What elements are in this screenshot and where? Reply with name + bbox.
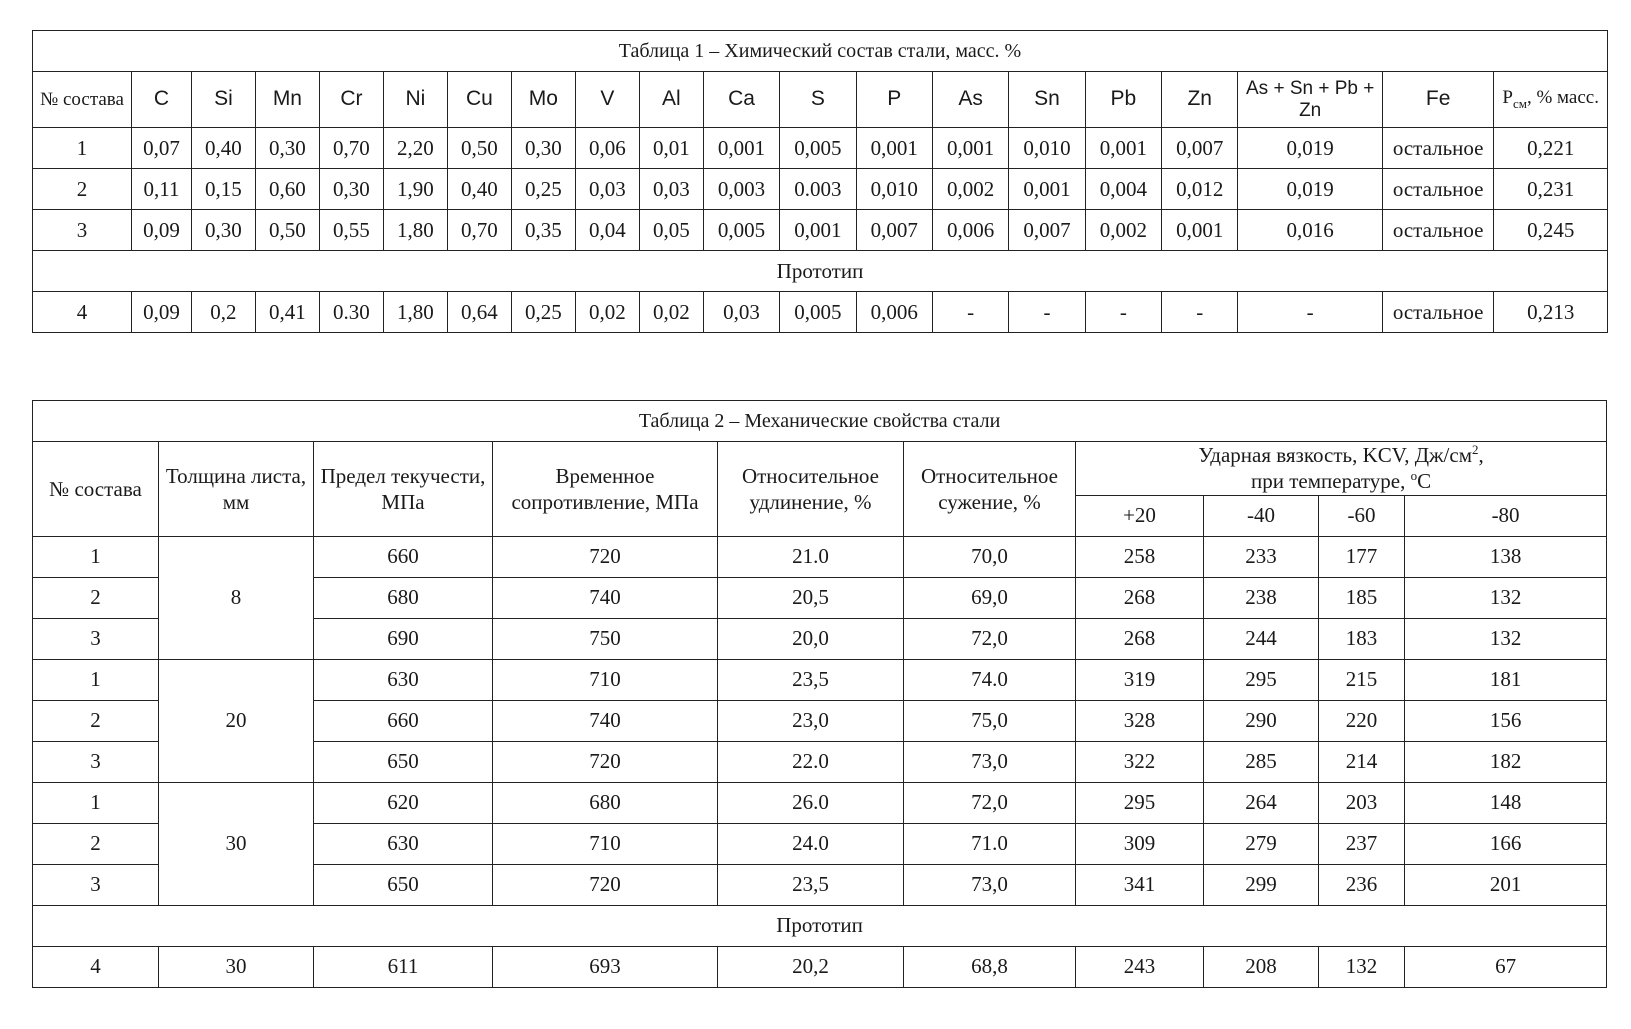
table2-cell: 203 bbox=[1319, 782, 1405, 823]
table2-cell: 67 bbox=[1405, 946, 1607, 987]
table2-cell: 220 bbox=[1319, 700, 1405, 741]
table1-cell: 1 bbox=[33, 128, 132, 169]
table1-cell: 0,002 bbox=[932, 169, 1008, 210]
table1-caption: Таблица 1 – Химический состав стали, масс. % bbox=[33, 31, 1608, 72]
table2-cell: 3 bbox=[33, 618, 159, 659]
table1-cell: 0,41 bbox=[255, 292, 319, 333]
table1-cell: 0,15 bbox=[191, 169, 255, 210]
table1-cell: остальное bbox=[1382, 210, 1493, 251]
table1-cell: 0,019 bbox=[1238, 128, 1382, 169]
element-header: Pb bbox=[1085, 72, 1161, 128]
pcm-header-sub: см bbox=[1512, 95, 1527, 111]
table1-cell: 0,012 bbox=[1162, 169, 1238, 210]
table1-cell: 0,221 bbox=[1494, 128, 1608, 169]
table1-cell: 0.30 bbox=[319, 292, 383, 333]
table2-cell: 680 bbox=[314, 577, 493, 618]
table1-cell: 0,03 bbox=[639, 169, 703, 210]
element-header: C bbox=[132, 72, 192, 128]
sum-header: As + Sn + Pb + Zn bbox=[1238, 72, 1382, 128]
table2-cell: 2 bbox=[33, 700, 159, 741]
table1-cell: остальное bbox=[1382, 292, 1493, 333]
element-header: Ni bbox=[383, 72, 447, 128]
table2-cell: 1 bbox=[33, 659, 159, 700]
table2-cell: 341 bbox=[1076, 864, 1204, 905]
pcm-header-rest: , % масс. bbox=[1526, 87, 1599, 109]
table2-cell: 2 bbox=[33, 577, 159, 618]
impact-header-deg: о bbox=[1410, 468, 1418, 484]
table2-prototype-label-row bbox=[33, 905, 1607, 946]
table2-cell: 295 bbox=[1204, 659, 1319, 700]
table2-caption-row bbox=[33, 401, 1607, 442]
table2-prototype-body bbox=[33, 946, 1607, 987]
table1-cell: 1,80 bbox=[383, 292, 447, 333]
table1-cell: 0,30 bbox=[191, 210, 255, 251]
table2-row bbox=[33, 536, 1607, 577]
table1-cell: 0,001 bbox=[703, 128, 779, 169]
table2-cell: 24.0 bbox=[718, 823, 904, 864]
table1-row bbox=[33, 210, 1608, 251]
table2-cell: 4 bbox=[33, 946, 159, 987]
impact-header-unit: С bbox=[1417, 469, 1432, 494]
element-header: V bbox=[575, 72, 639, 128]
table2-cell: 74.0 bbox=[904, 659, 1076, 700]
element-header: Zn bbox=[1162, 72, 1238, 128]
table2-cell: 1 bbox=[33, 782, 159, 823]
table1-cell: - bbox=[1085, 292, 1161, 333]
table1-cell: 0,55 bbox=[319, 210, 383, 251]
table1-cell: 0,09 bbox=[132, 210, 192, 251]
table2-cell: 233 bbox=[1204, 536, 1319, 577]
table1-cell: 3 bbox=[33, 210, 132, 251]
table2-cell: 660 bbox=[314, 700, 493, 741]
thickness-cell: 30 bbox=[159, 782, 314, 905]
table2-cell: 309 bbox=[1076, 823, 1204, 864]
table1-cell: 0,25 bbox=[511, 169, 575, 210]
table1-cell: 0,001 bbox=[780, 210, 856, 251]
impact-header-main: Ударная вязкость, KCV, Дж/см bbox=[1198, 443, 1472, 467]
table1-row bbox=[33, 128, 1608, 169]
element-header: As bbox=[932, 72, 1008, 128]
table2-cell: 208 bbox=[1204, 946, 1319, 987]
table2-cell: 132 bbox=[1405, 618, 1607, 659]
table2-cell: 630 bbox=[314, 823, 493, 864]
table2-cell: 177 bbox=[1319, 536, 1405, 577]
table1-cell: 0,64 bbox=[447, 292, 511, 333]
table1-cell: 0,006 bbox=[856, 292, 932, 333]
table2-header-no: № состава bbox=[33, 442, 159, 537]
element-header: Si bbox=[191, 72, 255, 128]
table1-cell: 0,005 bbox=[780, 128, 856, 169]
table1-cell: 0,06 bbox=[575, 128, 639, 169]
table1-cell: 0,003 bbox=[703, 169, 779, 210]
impact-header-sub: при температуре, bbox=[1251, 469, 1411, 494]
table1-cell: 0,231 bbox=[1494, 169, 1608, 210]
table2-cell: 650 bbox=[314, 741, 493, 782]
table1-cell: 0,005 bbox=[780, 292, 856, 333]
table1-cell: 0,001 bbox=[1162, 210, 1238, 251]
pcm-header bbox=[1494, 72, 1608, 128]
table1-cell: 0,07 bbox=[132, 128, 192, 169]
table2-cell: 201 bbox=[1405, 864, 1607, 905]
table1-cell: 0,60 bbox=[255, 169, 319, 210]
table2-cell: 611 bbox=[314, 946, 493, 987]
table1-cell: 0,007 bbox=[1162, 128, 1238, 169]
table1-cell: 0,002 bbox=[1085, 210, 1161, 251]
table2-cell: 132 bbox=[1319, 946, 1405, 987]
table1-cell: 0,02 bbox=[639, 292, 703, 333]
thickness-cell: 8 bbox=[159, 536, 314, 659]
table1-prototype-body bbox=[33, 292, 1608, 333]
table2-cell: 268 bbox=[1076, 618, 1204, 659]
table2-cell: 20,0 bbox=[718, 618, 904, 659]
tensile-header: Временное сопротивление, МПа bbox=[493, 442, 718, 537]
table2-cell: 620 bbox=[314, 782, 493, 823]
table1-caption-row bbox=[33, 31, 1608, 72]
table2-cell: 214 bbox=[1319, 741, 1405, 782]
table2-cell: 156 bbox=[1405, 700, 1607, 741]
table2-cell: 650 bbox=[314, 864, 493, 905]
table1-cell: 0,2 bbox=[191, 292, 255, 333]
table2-cell: 243 bbox=[1076, 946, 1204, 987]
chemical-composition-table bbox=[32, 30, 1608, 333]
table2-cell: 720 bbox=[493, 741, 718, 782]
table2-cell: 299 bbox=[1204, 864, 1319, 905]
table1-cell: 0,016 bbox=[1238, 210, 1382, 251]
table2-cell: 138 bbox=[1405, 536, 1607, 577]
table2-cell: 3 bbox=[33, 864, 159, 905]
table2-cell: 23,0 bbox=[718, 700, 904, 741]
pcm-header-main: P bbox=[1502, 87, 1513, 109]
table1-prototype-row bbox=[33, 292, 1608, 333]
table2-cell: 23,5 bbox=[718, 659, 904, 700]
table2-cell: 630 bbox=[314, 659, 493, 700]
table2-cell: 73,0 bbox=[904, 741, 1076, 782]
table2-cell: 690 bbox=[314, 618, 493, 659]
table1-cell: 4 bbox=[33, 292, 132, 333]
table1-cell: 0,001 bbox=[856, 128, 932, 169]
table1-cell: 0,03 bbox=[703, 292, 779, 333]
table2-cell: 73,0 bbox=[904, 864, 1076, 905]
table2-cell: 285 bbox=[1204, 741, 1319, 782]
table1-cell: 0,11 bbox=[132, 169, 192, 210]
element-header: Mo bbox=[511, 72, 575, 128]
table1-row bbox=[33, 169, 1608, 210]
table1-cell: 2,20 bbox=[383, 128, 447, 169]
table2-cell: 244 bbox=[1204, 618, 1319, 659]
table2-cell: 238 bbox=[1204, 577, 1319, 618]
table2-cell: 26.0 bbox=[718, 782, 904, 823]
table2-cell: 1 bbox=[33, 536, 159, 577]
table2-cell: 279 bbox=[1204, 823, 1319, 864]
table1-cell: 0,01 bbox=[639, 128, 703, 169]
table2-cell: 2 bbox=[33, 823, 159, 864]
table1-cell: 0,010 bbox=[1009, 128, 1085, 169]
table2-cell: 720 bbox=[493, 864, 718, 905]
temp-header: +20 bbox=[1076, 495, 1204, 536]
table1-cell: 0,25 bbox=[511, 292, 575, 333]
table1-cell: 0,001 bbox=[1009, 169, 1085, 210]
table2-cell: 237 bbox=[1319, 823, 1405, 864]
table2-cell: 3 bbox=[33, 741, 159, 782]
table2-cell: 148 bbox=[1405, 782, 1607, 823]
table1-cell: 0,09 bbox=[132, 292, 192, 333]
table2-cell: 740 bbox=[493, 577, 718, 618]
fe-header: Fe bbox=[1382, 72, 1493, 128]
table2-cell: 30 bbox=[159, 946, 314, 987]
element-header: Sn bbox=[1009, 72, 1085, 128]
table2-cell: 295 bbox=[1076, 782, 1204, 823]
reduction-header: Относительное сужение, % bbox=[904, 442, 1076, 537]
table2-cell: 720 bbox=[493, 536, 718, 577]
table2-cell: 166 bbox=[1405, 823, 1607, 864]
table1-cell: 0,04 bbox=[575, 210, 639, 251]
temp-header: -40 bbox=[1204, 495, 1319, 536]
table1-cell: 0,001 bbox=[932, 128, 1008, 169]
table2-cell: 710 bbox=[493, 823, 718, 864]
table2-cell: 236 bbox=[1319, 864, 1405, 905]
table2-cell: 182 bbox=[1405, 741, 1607, 782]
table1-cell: 0,40 bbox=[447, 169, 511, 210]
table2-caption: Таблица 2 – Механические свойства стали bbox=[33, 401, 1607, 442]
thickness-cell: 20 bbox=[159, 659, 314, 782]
table1-cell: 0,019 bbox=[1238, 169, 1382, 210]
thickness-header: Толщина листа, мм bbox=[159, 442, 314, 537]
table1-cell: 2 bbox=[33, 169, 132, 210]
table2-cell: 185 bbox=[1319, 577, 1405, 618]
element-header: Al bbox=[639, 72, 703, 128]
element-header: Cu bbox=[447, 72, 511, 128]
table2-body bbox=[33, 536, 1607, 905]
table1-cell: 0,05 bbox=[639, 210, 703, 251]
table1-header-no: № состава bbox=[33, 72, 132, 128]
table1-cell: - bbox=[932, 292, 1008, 333]
table2-cell: 71.0 bbox=[904, 823, 1076, 864]
table1-cell: 0,006 bbox=[932, 210, 1008, 251]
table2-cell: 258 bbox=[1076, 536, 1204, 577]
table2-cell: 68,8 bbox=[904, 946, 1076, 987]
table1-cell: 0,35 bbox=[511, 210, 575, 251]
table1-cell: 0,70 bbox=[447, 210, 511, 251]
table2-cell: 660 bbox=[314, 536, 493, 577]
table2-cell: 750 bbox=[493, 618, 718, 659]
table2-prototype-row bbox=[33, 946, 1607, 987]
elongation-header: Относительное удлинение, % bbox=[718, 442, 904, 537]
table1-cell: 0,50 bbox=[447, 128, 511, 169]
table1-cell: 0,245 bbox=[1494, 210, 1608, 251]
temp-header: -80 bbox=[1405, 495, 1607, 536]
table1-cell: 0,30 bbox=[255, 128, 319, 169]
table2-cell: 20,2 bbox=[718, 946, 904, 987]
table2-cell: 680 bbox=[493, 782, 718, 823]
table2-cell: 215 bbox=[1319, 659, 1405, 700]
table2-cell: 22.0 bbox=[718, 741, 904, 782]
table2-header-row bbox=[33, 442, 1607, 496]
table2-cell: 328 bbox=[1076, 700, 1204, 741]
impact-header-sup: 2 bbox=[1472, 442, 1479, 457]
table2-cell: 21.0 bbox=[718, 536, 904, 577]
element-header: Cr bbox=[319, 72, 383, 128]
table1-header-row bbox=[33, 72, 1608, 128]
table1-cell: 0,001 bbox=[1085, 128, 1161, 169]
element-header: Ca bbox=[703, 72, 779, 128]
table1-prototype-label-row bbox=[33, 251, 1608, 292]
table2-cell: 319 bbox=[1076, 659, 1204, 700]
table1-prototype-label: Прототип bbox=[33, 251, 1608, 292]
table2-cell: 132 bbox=[1405, 577, 1607, 618]
table2-row bbox=[33, 659, 1607, 700]
table2-cell: 181 bbox=[1405, 659, 1607, 700]
table2-cell: 70,0 bbox=[904, 536, 1076, 577]
mechanical-properties-table bbox=[32, 400, 1607, 988]
table1-cell: 0,30 bbox=[319, 169, 383, 210]
table1-cell: 0,30 bbox=[511, 128, 575, 169]
table2-cell: 710 bbox=[493, 659, 718, 700]
table1-cell: 0,02 bbox=[575, 292, 639, 333]
table1-cell: 0,50 bbox=[255, 210, 319, 251]
element-header: Mn bbox=[255, 72, 319, 128]
table1-cell: 0,70 bbox=[319, 128, 383, 169]
table2-cell: 290 bbox=[1204, 700, 1319, 741]
impact-header: Ударная вязкость, KCV, $Дж/см^2$, при температуре, $^о$С bbox=[1076, 442, 1607, 496]
table1-cell: - bbox=[1162, 292, 1238, 333]
table1-cell: - bbox=[1238, 292, 1382, 333]
table1-cell: остальное bbox=[1382, 128, 1493, 169]
table2-cell: 72,0 bbox=[904, 618, 1076, 659]
table1-cell: - bbox=[1009, 292, 1085, 333]
table1-cell: 0,004 bbox=[1085, 169, 1161, 210]
table2-cell: 740 bbox=[493, 700, 718, 741]
table2-cell: 264 bbox=[1204, 782, 1319, 823]
table1-cell: 1,80 bbox=[383, 210, 447, 251]
table2-cell: 75,0 bbox=[904, 700, 1076, 741]
table2-cell: 20,5 bbox=[718, 577, 904, 618]
table2-row bbox=[33, 782, 1607, 823]
temp-header: -60 bbox=[1319, 495, 1405, 536]
table2-prototype-label: Прототип bbox=[33, 905, 1607, 946]
table2-cell: 69,0 bbox=[904, 577, 1076, 618]
table2-cell: 322 bbox=[1076, 741, 1204, 782]
table1-cell: 0,40 bbox=[191, 128, 255, 169]
element-header: P bbox=[856, 72, 932, 128]
table1-cell: 0,010 bbox=[856, 169, 932, 210]
table1-cell: 0,03 bbox=[575, 169, 639, 210]
table1-cell: 0,007 bbox=[1009, 210, 1085, 251]
table1-cell: 1,90 bbox=[383, 169, 447, 210]
table2-cell: 183 bbox=[1319, 618, 1405, 659]
table1-cell: остальное bbox=[1382, 169, 1493, 210]
table2-cell: 23,5 bbox=[718, 864, 904, 905]
table2-cell: 268 bbox=[1076, 577, 1204, 618]
table1-body bbox=[33, 128, 1608, 251]
table2-cell: 693 bbox=[493, 946, 718, 987]
yield-header: Предел текучести, МПа bbox=[314, 442, 493, 537]
table1-cell: 0.003 bbox=[780, 169, 856, 210]
table1-cell: 0,007 bbox=[856, 210, 932, 251]
table1-cell: 0,005 bbox=[703, 210, 779, 251]
table1-cell: 0,213 bbox=[1494, 292, 1608, 333]
table2-cell: 72,0 bbox=[904, 782, 1076, 823]
element-header: S bbox=[780, 72, 856, 128]
